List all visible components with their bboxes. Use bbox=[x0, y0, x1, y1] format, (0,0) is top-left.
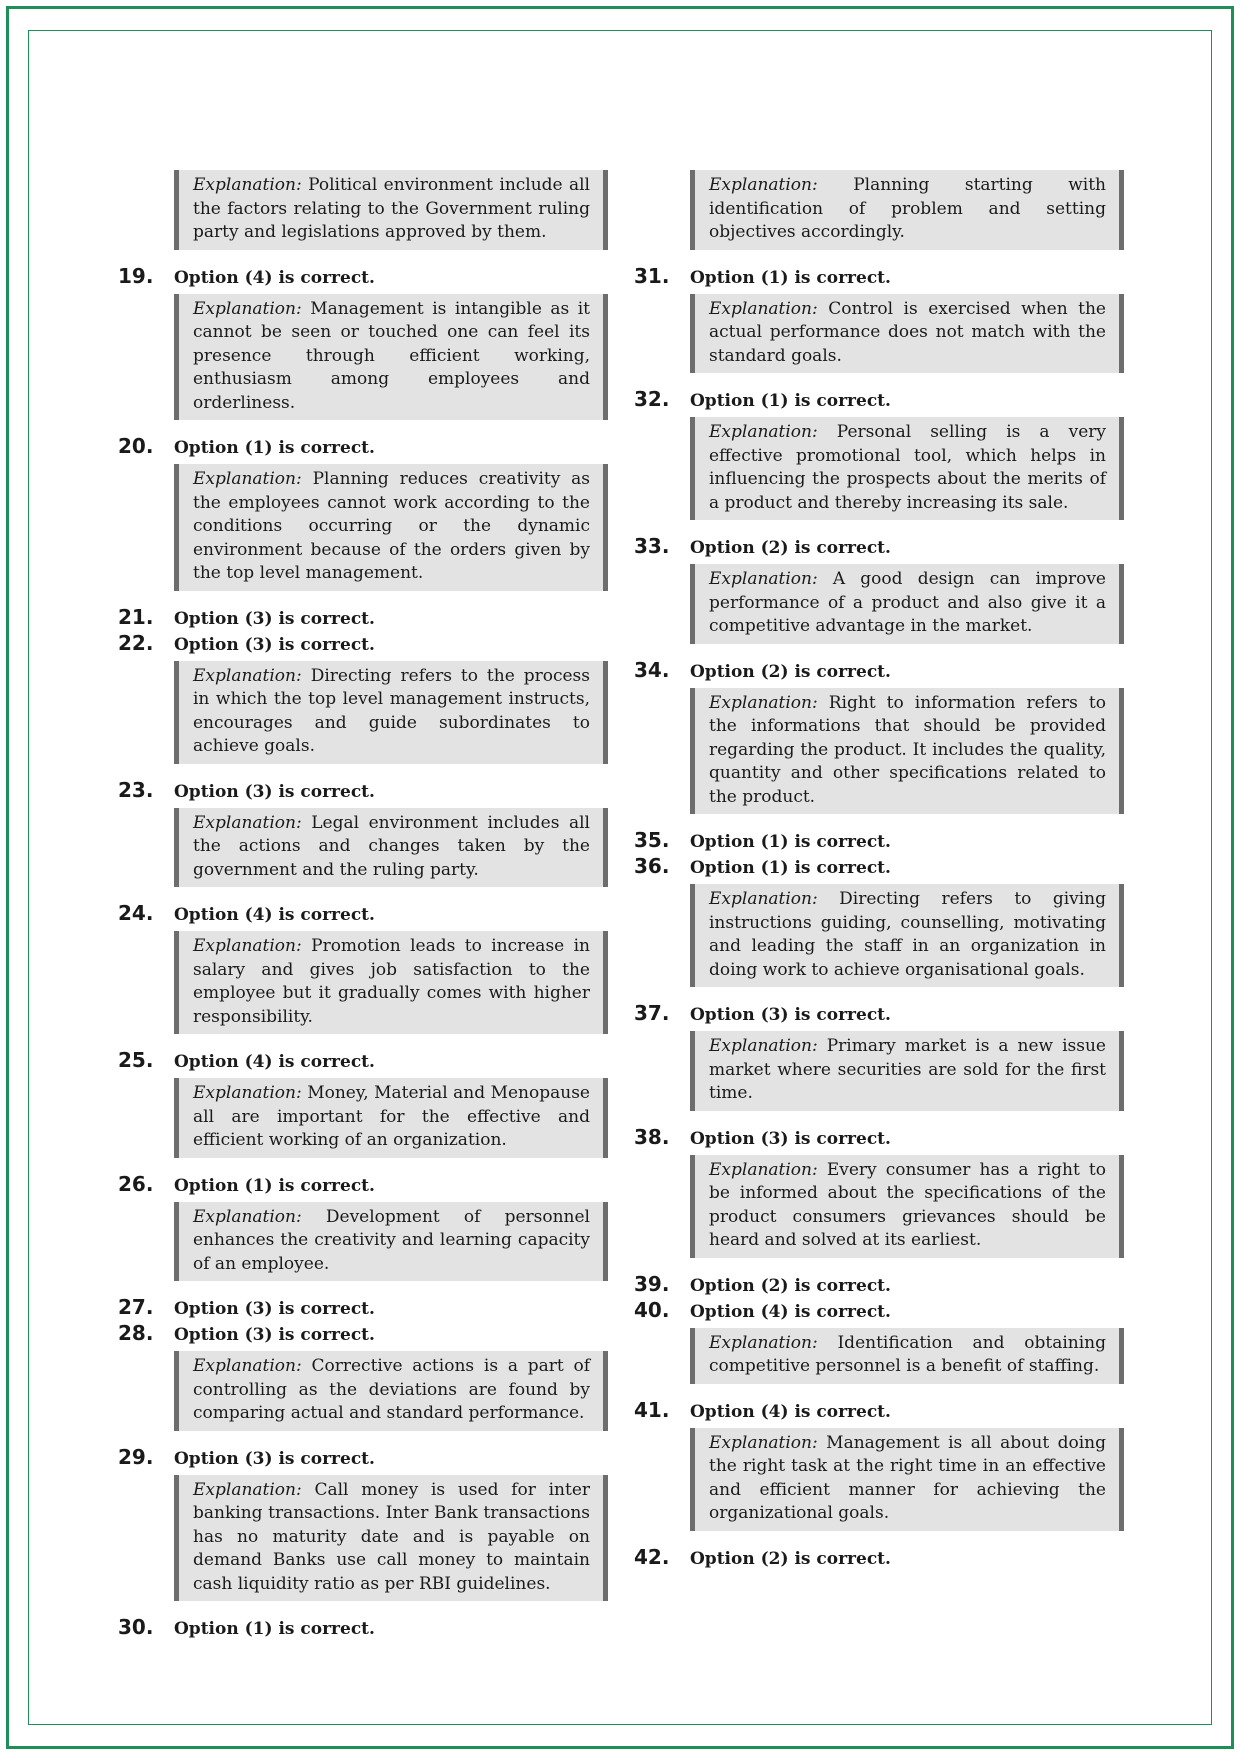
explanation-label: Explanation: bbox=[193, 1479, 302, 1500]
answer-text: Option (2) is correct. bbox=[690, 538, 891, 558]
explanation-text: Identification and obtaining competitive personnel is a benefit of staffing. bbox=[709, 1332, 1106, 1376]
explanation-box bbox=[174, 808, 608, 888]
explanation-text: Call money is used for inter banking transactions. Inter Bank transactions has no maturity date and is payable on demand Banks use call money to maintain cash liquidity ratio as per RBI guidelines. bbox=[193, 1479, 590, 1594]
answer-row bbox=[118, 778, 608, 802]
explanation-text: Legal environment includes all the actions and changes taken by the government and the ruling party. bbox=[193, 812, 590, 880]
answer-row bbox=[634, 1298, 1124, 1322]
explanation-box bbox=[690, 1155, 1124, 1258]
question-number: 21. bbox=[118, 604, 154, 629]
explanation-box bbox=[174, 464, 608, 591]
question-number: 42. bbox=[634, 1544, 670, 1569]
explanation-label: Explanation: bbox=[709, 569, 818, 589]
answer-row bbox=[118, 264, 608, 288]
answer-text: Option (4) is correct. bbox=[174, 267, 375, 288]
explanation-label: Explanation: bbox=[193, 469, 302, 489]
question-number: 28. bbox=[118, 1321, 154, 1345]
question-number: 41. bbox=[634, 1397, 670, 1422]
explanation-text: Planning reduces creativity as the employees cannot work according to the conditions occurring or the dynamic environment because of the orders given by the top level management. bbox=[193, 469, 590, 583]
explanation-text: Control is exercised when the actual performance does not match with the standard goals. bbox=[709, 298, 1106, 366]
question-number: 35. bbox=[634, 828, 670, 852]
explanation-text: Management is intangible as it cannot be seen or touched one can feel its presence through efficient working, enthusiasm among employees and orderliness. bbox=[193, 298, 591, 413]
question-number: 39. bbox=[634, 1271, 670, 1296]
explanation-text: Management is all about doing the right task at the right time in an effective and efficient manner for achieving the organizational goals. bbox=[709, 1432, 1107, 1523]
answer-row bbox=[118, 1295, 608, 1319]
answer-text: Option (4) is correct. bbox=[174, 1052, 375, 1072]
answer-row bbox=[118, 1615, 608, 1639]
question-number: 33. bbox=[634, 534, 670, 558]
explanation-box bbox=[174, 931, 608, 1034]
answer-row bbox=[634, 387, 1124, 411]
explanation-box bbox=[174, 1202, 608, 1282]
answer-text: Option (1) is correct. bbox=[690, 391, 891, 411]
answer-text: Option (1) is correct. bbox=[690, 832, 891, 852]
question-number: 31. bbox=[634, 263, 670, 288]
question-number: 32. bbox=[634, 387, 670, 411]
explanation-label: Explanation: bbox=[709, 175, 818, 195]
explanation-label: Explanation: bbox=[709, 1036, 818, 1056]
answer-text: Option (1) is correct. bbox=[690, 858, 891, 878]
explanation-box bbox=[690, 417, 1124, 520]
explanation-box bbox=[174, 1351, 608, 1431]
explanation-label: Explanation: bbox=[709, 889, 818, 909]
explanation-box bbox=[174, 1078, 608, 1158]
explanation-label: Explanation: bbox=[709, 298, 818, 319]
answer-text: Option (3) is correct. bbox=[174, 1325, 375, 1345]
answer-row bbox=[634, 534, 1124, 558]
answer-text: Option (2) is correct. bbox=[690, 661, 891, 682]
explanation-box bbox=[690, 1328, 1124, 1384]
answer-text: Option (3) is correct. bbox=[174, 634, 375, 655]
answer-row bbox=[118, 434, 608, 458]
answer-row bbox=[634, 1125, 1124, 1149]
answer-text: Option (1) is correct. bbox=[690, 267, 891, 288]
answer-text: Option (1) is correct. bbox=[174, 1175, 375, 1196]
answer-text: Option (4) is correct. bbox=[690, 1401, 891, 1422]
question-number: 20. bbox=[118, 434, 154, 458]
answer-text: Option (1) is correct. bbox=[174, 1619, 375, 1639]
explanation-text: Personal selling is a very effective promotional tool, which helps in influencing the prospects about the merits of a product and thereby increasing its sale. bbox=[709, 422, 1107, 513]
explanation-text: Directing refers to giving instructions guiding, counselling, motivating and leading the staff in an organization in doing work to achieve organisational goals. bbox=[709, 889, 1107, 980]
explanation-box bbox=[174, 170, 608, 250]
explanation-text: Every consumer has a right to be informed about the specifications of the product consumers grievances should be heard and solved at its earliest. bbox=[709, 1159, 1106, 1250]
explanation-box bbox=[174, 661, 608, 764]
explanation-text: Corrective actions is a part of controlling as the deviations are found by comparing actual and standard performance. bbox=[193, 1356, 590, 1423]
question-number: 29. bbox=[118, 1444, 154, 1469]
explanation-text: Promotion leads to increase in salary and gives job satisfaction to the employee but it gradually comes with higher responsibility. bbox=[193, 936, 591, 1027]
explanation-box bbox=[174, 1475, 608, 1602]
explanation-box bbox=[690, 564, 1124, 644]
question-number: 25. bbox=[118, 1048, 154, 1072]
answer-row bbox=[634, 1545, 1124, 1569]
answer-row bbox=[118, 1048, 608, 1072]
explanation-label: Explanation: bbox=[193, 175, 302, 195]
explanation-box bbox=[690, 688, 1124, 815]
answer-row bbox=[634, 828, 1124, 852]
explanation-text: Right to information refers to the informations that should be provided regarding the product. It includes the quality, quantity and other specifications related to the product. bbox=[709, 692, 1106, 807]
answer-row bbox=[118, 1445, 608, 1469]
explanation-text: Planning starting with identification of problem and setting objectives accordingly. bbox=[709, 175, 1107, 242]
explanation-label: Explanation: bbox=[193, 812, 302, 833]
explanation-label: Explanation: bbox=[193, 1206, 302, 1227]
answer-row bbox=[118, 605, 608, 629]
answer-text: Option (2) is correct. bbox=[690, 1548, 891, 1569]
answer-row bbox=[634, 854, 1124, 878]
question-number: 22. bbox=[118, 630, 154, 655]
explanation-label: Explanation: bbox=[193, 1356, 302, 1376]
question-number: 38. bbox=[634, 1124, 670, 1149]
question-number: 30. bbox=[118, 1615, 154, 1639]
question-number: 27. bbox=[118, 1295, 154, 1319]
left-column bbox=[118, 170, 608, 1639]
answer-row bbox=[634, 1272, 1124, 1296]
question-number: 24. bbox=[118, 901, 154, 925]
question-number: 40. bbox=[634, 1297, 670, 1322]
explanation-text: Development of personnel enhances the creativity and learning capacity of an employee. bbox=[193, 1206, 590, 1274]
answer-row bbox=[118, 1321, 608, 1345]
explanation-label: Explanation: bbox=[709, 1159, 818, 1180]
question-number: 36. bbox=[634, 854, 670, 878]
right-column bbox=[634, 170, 1124, 1569]
explanation-box bbox=[690, 1031, 1124, 1111]
answer-row bbox=[118, 1172, 608, 1196]
explanation-box bbox=[690, 1428, 1124, 1531]
explanation-box bbox=[690, 294, 1124, 374]
explanation-box bbox=[174, 294, 608, 421]
question-number: 34. bbox=[634, 657, 670, 682]
explanation-text: Directing refers to the process in which the top level management instructs, encourages and guide subordinates to achieve goals. bbox=[193, 665, 590, 756]
explanation-text: Political environment include all the factors relating to the Government ruling party and legislations approved by them. bbox=[193, 175, 590, 242]
answer-text: Option (3) is correct. bbox=[174, 781, 375, 802]
answer-row bbox=[634, 1001, 1124, 1025]
answer-text: Option (3) is correct. bbox=[174, 1448, 375, 1469]
answer-row bbox=[634, 658, 1124, 682]
question-number: 37. bbox=[634, 1001, 670, 1025]
question-number: 26. bbox=[118, 1171, 154, 1196]
answer-text: Option (2) is correct. bbox=[690, 1275, 891, 1296]
explanation-label: Explanation: bbox=[193, 665, 302, 686]
answer-text: Option (4) is correct. bbox=[174, 905, 375, 925]
explanation-label: Explanation: bbox=[193, 298, 302, 319]
explanation-text: A good design can improve performance of a product and also give it a competitive advantage in the market. bbox=[709, 569, 1106, 636]
answer-text: Option (4) is correct. bbox=[690, 1301, 891, 1322]
question-number: 19. bbox=[118, 263, 154, 288]
answer-text: Option (1) is correct. bbox=[174, 438, 375, 458]
explanation-box bbox=[690, 884, 1124, 987]
answer-row bbox=[118, 631, 608, 655]
answer-row bbox=[634, 264, 1124, 288]
answer-text: Option (3) is correct. bbox=[690, 1128, 891, 1149]
explanation-text: Primary market is a new issue market where securities are sold for the first time. bbox=[709, 1036, 1106, 1103]
explanation-label: Explanation: bbox=[193, 936, 302, 956]
answer-row bbox=[118, 901, 608, 925]
answer-text: Option (3) is correct. bbox=[174, 1299, 375, 1319]
answer-text: Option (3) is correct. bbox=[174, 608, 375, 629]
explanation-label: Explanation: bbox=[193, 1083, 302, 1103]
answer-text: Option (3) is correct. bbox=[690, 1005, 891, 1025]
explanation-label: Explanation: bbox=[709, 422, 818, 442]
question-number: 23. bbox=[118, 777, 154, 802]
explanation-label: Explanation: bbox=[709, 692, 818, 713]
explanation-text: Money, Material and Menopause all are important for the effective and efficient working of an organization. bbox=[193, 1083, 590, 1150]
explanation-label: Explanation: bbox=[709, 1332, 818, 1353]
explanation-label: Explanation: bbox=[709, 1432, 818, 1453]
explanation-box bbox=[690, 170, 1124, 250]
answer-row bbox=[634, 1398, 1124, 1422]
